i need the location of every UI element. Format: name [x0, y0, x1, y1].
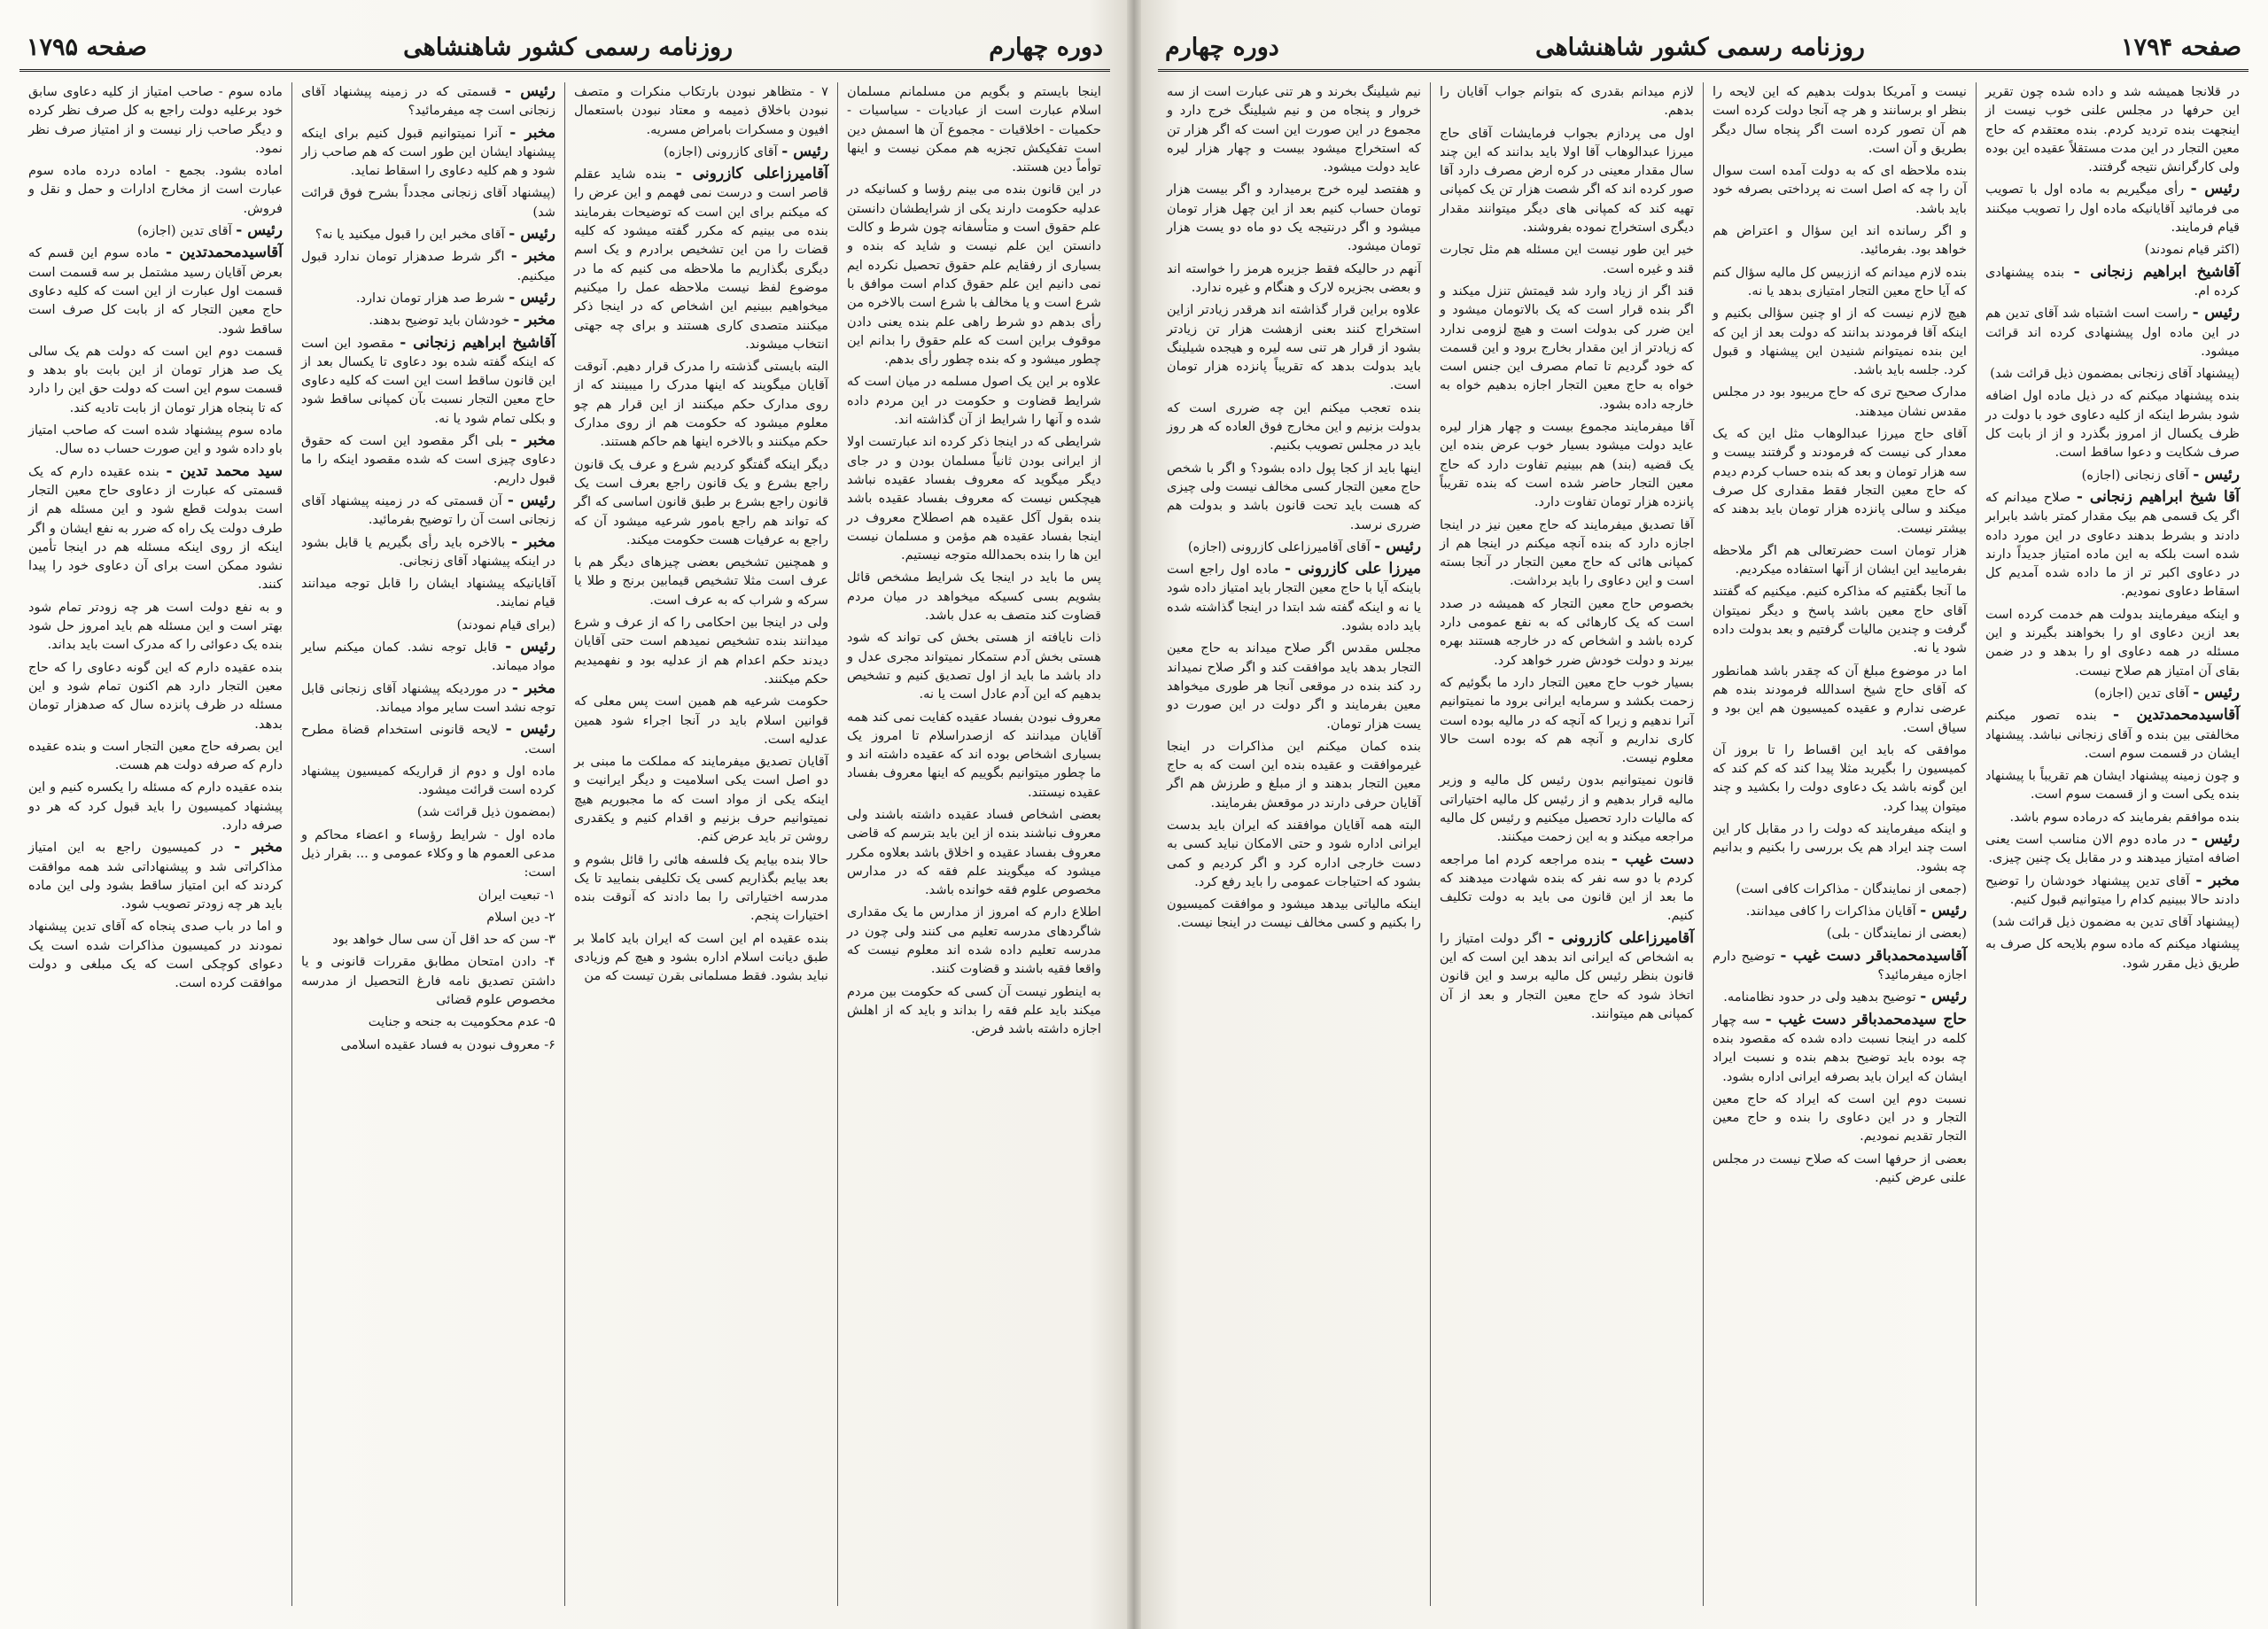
paragraph	[301, 225, 555, 244]
paragraph-text: بنده عقیده دارم که مسئله را یکسره کنیم و این پیشنهاد کمیسیون را باید قبول کرد که هر دو صرفه دارد.	[28, 780, 283, 833]
speaker-name: رئیس -	[781, 142, 828, 160]
paragraph	[847, 82, 1101, 176]
paragraph	[1440, 82, 1694, 120]
paragraph-text: (برای قیام نمودند)	[456, 617, 555, 632]
paragraph	[301, 803, 555, 821]
paragraph-text: مقصود این است که اینکه گفته شده بود دعاوی تا یکسال بعد از این قانون ساقط است این است که کلیه دعاوی حاج معین التجار نسبت بآن کمپانی ساقط شود و بکلی تمام شود یا نه.	[301, 335, 555, 426]
right-page	[1138, 0, 2268, 1629]
paragraph-text: بلی اگر مقصود این است که حقوق دعاوی چیزی است که شده مقصود اینکه را ما قبول داریم.	[301, 433, 555, 486]
paragraph-text: ۱- تبعیت ایران	[478, 887, 555, 903]
paragraph-text: حالا بنده بیایم یک فلسفه هائی را قائل بشوم و بعد بیایم بگذاریم کسی یک تکلیفی بنمایید تا یک مدرسه اختیاراتی را بما دادند که آنوقت بنده اختیارات پنجم.	[574, 851, 828, 924]
paragraph	[1713, 383, 1967, 421]
paragraph-text: اما در موضوع مبلغ آن که چقدر باشد همانطور که آقای حاج شیخ اسدالله فرمودند بنده هم عرضی ندارم و عقیده کمیسیون هم این بود و سیاق است.	[1713, 663, 1967, 735]
paragraph	[847, 708, 1101, 802]
paragraph-text: و اینکه میفرمایند که دولت را در مقابل کار این است چند ایراد هم یک بررسی را بکنیم و بدانیم چه بشود.	[1713, 820, 1967, 874]
left-page	[0, 0, 1130, 1629]
paragraph	[1713, 1011, 1967, 1086]
paragraph	[28, 82, 283, 158]
paragraph	[1713, 541, 1967, 579]
paragraph	[301, 720, 555, 758]
paragraph-text: (اکثر قیام نمودند)	[2144, 242, 2240, 258]
paragraph-text: اول می پردازم بجواب فرمایشات آقای حاج میرزا عبدالوهاب آقا اولا باید بدانند که این چند سال مقدار معینی در کره ارض مصرف دارد آقا صور کرده اند که اگر شصت هزار تن یک کمپانی تهیه کند که کمپانی های دیگر میتوانند مقدار دیگری استخراج نموده بفروشند.	[1440, 125, 1694, 236]
paragraph	[1440, 929, 1694, 1023]
text-column	[1703, 82, 1976, 1606]
speaker-name: مخبر -	[513, 311, 555, 330]
paragraph	[1440, 124, 1694, 237]
text-column	[1976, 82, 2249, 1606]
paragraph	[847, 903, 1101, 978]
paragraph-text: قابل توجه نشد. کمان میکنم سایر مواد میماند.	[301, 640, 555, 674]
paragraph-text: و چون زمینه پیشنهاد ایشان هم تقریباً با پیشنهاد بنده یکی است و از قسمت سوم است.	[1985, 768, 2240, 803]
paragraph-text: آنرا نمیتوانیم قبول کنیم برای اینکه پیشنهاد ایشان این طور است که هم صاحب زار شود و هم کلیه دعاوی را اسقاط نماید.	[301, 125, 555, 179]
paragraph	[1440, 850, 1694, 926]
paragraph-text: قانون نمیتوانیم بدون رئیس کل مالیه و وزیر مالیه قرار بدهیم و از رئیس کل مالیه اختیاراتی که مالیات دارد تحصیل میکنیم و رئیس کل مالیه مراجعه میکند و به این زحمت میکنند.	[1440, 772, 1694, 845]
paragraph-text: قسمتی که در زمینه پیشنهاد آقای زنجانی است چه میفرمائید؟	[301, 84, 555, 119]
paragraph-text: بنده شاید عقلم قاصر است و درست نمی فهمم و این عرض را که میکنم برای این است که توضیحات بفرمایند بنده می بینیم که مکرر گفته میشود که کلیه قضات را من این تشخیص برادرم و یک اسم دیگری بگذاریم ما ملاحظه می کنیم که ما در موضوع لفظ نیست ملاحظه عمل را میکنیم میخواهیم ببینیم این اشخاص که در اینجا ذکر میکنند متصدی کاری هستند و برای چه جهتی انتخاب میشوند.	[574, 167, 828, 352]
speaker-name: مخبر -	[2195, 871, 2240, 889]
speaker-name: رئیس -	[1920, 902, 1967, 920]
paragraph-text: شرایطی که در اینجا ذکر کرده اند عبارتست اولا از ایرانی بودن ثانیاً مسلمان بودن و در جای دیگر میگوید که معروف بفساد عقیده نباشد هیچکس نیست که معروف بفساد عقیده باشد بنده بقول آکل عقیده هم اصطلاح معروف در اینجا بفساد عقیده هم مؤمن و مسلمان نیست این ها را بنده بحمدالله متوجه نیستیم.	[847, 434, 1101, 563]
paragraph-text: نیست و آمریکا بدولت بدهیم که این لایحه را بنظر او برسانند و هر چه آنجا دولت کرده است هم آن تصور کرده است اگر پنجاه سال دیگر بطریق و آن است.	[1713, 84, 1967, 156]
speaker-name: مخبر -	[510, 247, 555, 266]
paragraph-text: و همچنین تشخیص بعضی چیزهای دیگر هم با عرف است مثلا تشخیص قیمابین برنج و طلا یا سرکه و شراب که به عرف است.	[574, 555, 828, 608]
paragraph-text: شرط صد هزار تومان ندارد.	[355, 290, 505, 306]
paragraph-text: آقایان تصدیق میفرمایند که مملکت ما مبنی بر دو اصل است یکی اسلامیت و دیگر ایرانیت و اینکه یکی از مواد است که ما مجبوریم هیچ نمیتوانیم حرف بزنیم و اقدام کنیم و یکقدری روشن تر باید عرض کنم.	[574, 754, 828, 845]
paragraph-text: آقای آقامیرزاعلی کازرونی (اجازه)	[1187, 539, 1371, 555]
paragraph	[574, 82, 828, 139]
paragraph-text: در ماده دوم الان مناسب است یعنی اضافه امتیاز میدهند و در مقابل یک چنین چیزی.	[1985, 831, 2240, 866]
speaker-name: سید محمد تدین -	[166, 462, 283, 480]
paragraph-text: (پیشنهاد آقای تدین به مضمون ذیل قرائت شد)	[1992, 914, 2240, 930]
paragraph	[301, 826, 555, 882]
paragraph-text: مدارک صحیح تری که حاج مریبود بود در مجلس مقدس نشان میدهند.	[1713, 384, 1967, 419]
speaker-name: رئیس -	[236, 221, 283, 240]
paragraph-text: بعضی اشخاص فساد عقیده داشته باشند ولی معروف نباشند بنده از این باید بترسم که قاضی معروف بفساد عقیده و اخلاق باشد بعلاوه مکرر میشود که میگویند علم فقه که در مدارس مخصوص علوم فقه خوانده باشد.	[847, 806, 1101, 898]
paragraph-text: قسمت دوم این است که دولت هم یک سالی یک صد هزار تومان از این بابت باو بدهد و قسمت سوم این است که دولت حق این را دارد که تا پنجاه هزار تومان از بابت تادیه کند.	[28, 343, 283, 415]
paragraph-text: موافقی که باید این اقساط را تا بروز آن کمیسیون را بگیرید مثلا پیدا کند که کم کند که این گونه باشد یک دعاوی دولت را بکشید و چند میتوان پیدا کرد.	[1713, 741, 1967, 814]
text-column	[1430, 82, 1703, 1606]
paragraph	[1713, 988, 1967, 1006]
paragraph-text: آن قسمتی که در زمینه پیشنهاد آقای زنجانی است آن را توضیح بفرمائید.	[301, 493, 555, 528]
paragraph-text: ماده سوم - صاحب امتیاز از کلیه دعاوی سابق خود برعلیه دولت راجع به کل صرف نظر کرده و دیگر صاحب زار نیست و از امتیاز صرف نظر نمود.	[28, 84, 283, 156]
left-journal-title: روزنامه رسمی کشور شاهنشاهی	[403, 33, 734, 61]
paragraph	[1713, 82, 1967, 158]
paragraph-text: بسیار خوب حاج معین التجار دارد ما بگوئیم که زحمت بکشد و سرمایه ایرانی برود ما نمیتوانیم آنرا ندهیم و زیرا که آنچه که در مالیه بوده است کاری نداریم و آنچه هم که بوده است حالا معلوم نیست.	[1440, 674, 1694, 766]
paragraph	[301, 679, 555, 718]
paragraph-text: آقای زنجانی (اجازه)	[2081, 467, 2189, 483]
paragraph-text: ماده اول - شرایط رؤساء و اعضاء محاکم و مدعی العموم ها و وکلاء عمومی و ... بقرار ذیل است:	[301, 826, 555, 880]
paragraph-text: رأی میگیریم به ماده اول با تصویب می فرمائید آقایانیکه ماده اول را تصویب میکنند قیام فرمایند.	[1985, 182, 2240, 236]
paragraph	[1713, 304, 1967, 379]
paragraph-text: بنده تعجب میکنم این چه ضرری است که بدولت بزنیم و این مخارج فوق العاده که هر روز باید در مجلس تصویب بکنیم.	[1167, 399, 1421, 454]
paragraph	[574, 553, 828, 609]
paragraph-text: (پیشنهاد آقای زنجانی بمضمون ذیل قرائت شد)	[1990, 366, 2240, 382]
paragraph	[1440, 673, 1694, 767]
paragraph-text: اینکه مالیاتی بیدهد میشود و موافقت کمیسیون را بکنیم و کسی مخالف نیست در اینجا نیست.	[1167, 896, 1421, 931]
paragraph-text: (جمعی از نمایندگان - مذاکرات کافی است)	[1736, 880, 1967, 896]
paragraph	[28, 838, 283, 913]
speaker-name: رئیس -	[507, 491, 555, 509]
paragraph	[28, 737, 283, 775]
paragraph	[301, 616, 555, 634]
paragraph-text: بنده ملاحظه ای که به دولت آمده است سوال آن را چه که اصل است نه پرداختی بصرفه خود باید باشد.	[1713, 163, 1967, 216]
paragraph-text: ۵- عدم محکومیت به جنحه و جنایت	[368, 1014, 555, 1030]
paragraph	[1167, 260, 1421, 298]
paragraph-text: نیم شیلینگ بخرند و هر تنی عبارت است از سه خروار و پنجاه من و نیم شیلینگ خرج دارد و مجموع در این صورت این است که اگر هزار تن که استخراج میشود بیست و چهار هزار لیره عاید دولت میشود.	[1167, 84, 1421, 175]
paragraph-text: بنده عقیده دارم که این گونه دعاوی را که حاج معین التجار دارد هم اکنون تمام شود و این مسئله در ظرف پانزده سال که صدهزار تومان بدهد.	[28, 659, 283, 732]
paragraph	[1167, 639, 1421, 733]
speaker-name: آقامیرزاعلی کازرونی -	[1548, 928, 1694, 947]
speaker-name: آقاسیدمحمدتدین -	[165, 244, 283, 262]
speaker-name: رئیس -	[505, 638, 556, 656]
paragraph-text: ۷ - متظاهر نبودن بارتکاب منکرات و متصف نبودن باخلاق ذمیمه و معتاد نبودن باستعمال افیون و مسکرات بامراض مسریه.	[574, 84, 828, 137]
paragraph-text: آقای کازرونی (اجازه)	[664, 144, 778, 159]
paragraph	[1713, 582, 1967, 657]
speaker-name: آقاشیخ ابراهیم زنجانی -	[400, 333, 556, 352]
paragraph	[574, 165, 828, 353]
paragraph-text: به اینطور نیست آن کسی که حکومت بین مردم میکند باید علم فقه را بداند و باید که از اهلش اجازه داشته باشد فرض.	[847, 983, 1101, 1037]
paragraph-text: آقای تدین پیشنهاد خودشان را توضیح دادند حالا ببینیم کدام را میتوانیم قبول کنیم.	[1985, 873, 2240, 907]
paragraph-text: ذات نایافته از هستی بخش کی تواند که شود هستی بخش آدم ستمکار نمیتواند مجری عدل و داد باشد ما باید از اول تصدیق کنیم و تشخیص بدهیم که این آدم عادل است یا نه.	[847, 630, 1101, 702]
paragraph-text: دیگر اینکه گفتگو کردیم شرع و عرف یک قانون راجع بشرع و یک قانون راجع بعرف است یک قانون راجع بشرع بر طبق قانون اساسی که اگر که تواند هم راجع بامور شرعیه میشود آن که راجع به عرفیات هست حکومت میکند.	[574, 456, 828, 547]
paragraph-text: ماده سوم پیشنهاد شده است که صاحب امتیاز باو داده شود و این صورت حساب ده سال.	[28, 423, 283, 457]
paragraph	[1440, 282, 1694, 414]
paragraph	[28, 462, 283, 594]
paragraph	[1167, 816, 1421, 891]
paragraph-text: آقایانیکه پیشنهاد ایشان را قابل توجه میدانند قیام نمایند.	[301, 576, 555, 610]
paragraph	[301, 492, 555, 530]
paragraph	[1713, 1090, 1967, 1146]
paragraph-text: توضیح دارم اجازه میفرمائید؟	[1713, 948, 1967, 983]
paragraph	[28, 421, 283, 459]
paragraph-text: خودشان باید توضیح بدهند.	[369, 313, 509, 329]
speaker-name: رئیس -	[505, 720, 556, 739]
paragraph	[301, 1036, 555, 1054]
paragraph	[28, 658, 283, 733]
paragraph	[574, 613, 828, 688]
paragraph	[301, 952, 555, 1009]
paragraph-text: در موردیکه پیشنهاد آقای زنجانی قابل توجه نشد است سایر مواد میماند.	[301, 680, 555, 715]
paragraph	[301, 533, 555, 571]
paragraph	[1167, 737, 1421, 812]
paragraph	[301, 762, 555, 800]
paragraph	[1713, 221, 1967, 260]
paragraph	[28, 221, 283, 240]
left-page-number: صفحه ۱۷۹۵	[27, 33, 147, 61]
paragraph-text: بنده پیشنهادی کرده ام.	[1985, 264, 2240, 299]
paragraph-text: علاوه بر این یک اصول مسلمه در میان است که شرایط قضاوت و حکومت در این مردم داده شده و آنها را شرایط از آن گذاشته اند.	[847, 374, 1101, 428]
speaker-name: رئیس -	[504, 82, 555, 100]
paragraph	[847, 432, 1101, 564]
paragraph-text: هزار تومان است حضرتعالی هم اگر ملاحظه بفرمایید این ایشان از آنها استفاده میکردیم.	[1713, 542, 1967, 578]
paragraph-text: آقای مخبر این را قبول میکنید یا نه؟	[315, 227, 505, 243]
paragraph	[1440, 594, 1694, 670]
paragraph	[1713, 424, 1967, 538]
paragraph-text: ۶- معروف نبودن به فساد عقیده اسلامی	[340, 1036, 555, 1052]
paragraph	[1985, 706, 2240, 763]
paragraph	[301, 574, 555, 612]
paragraph-text: نسبت دوم این است که ایراد که حاج معین التجار و در این دعاوی را بنده و حاج معین التجار تقدیم نمودیم.	[1713, 1090, 1967, 1144]
speaker-name: آقامیرزاعلی کازرونی -	[675, 165, 828, 183]
paragraph	[847, 982, 1101, 1039]
paragraph-text: اگر شرط صدهزار تومان ندارد قبول میکنیم.	[301, 249, 555, 283]
paragraph-text: بنده عقیده دارم که یک قسمتی که عبارت از دعاوی حاج معین التجار است بدولت قطع شود و این مسئله هم از طرف دولت یک راه که ضرر به نفع ایشان و اگر اینکه از روی اینکه مسئله هم در اینجا تأمین نشود ممکن است برای آن دعاوی خود را پیدا کنند.	[28, 463, 283, 593]
paragraph	[574, 752, 828, 846]
paragraph	[847, 372, 1101, 429]
paragraph	[574, 455, 828, 549]
speaker-name: رئیس -	[2192, 304, 2240, 322]
left-page-columns	[19, 82, 1110, 1606]
paragraph	[1167, 538, 1421, 556]
paragraph	[1440, 417, 1694, 511]
paragraph	[1985, 488, 2240, 601]
paragraph-text: در این قانون بنده می بینم رؤسا و کسانیکه در عدلیه حکومت دارند یکی از شرایطشان دانستن علم حقوق است و متأسفانه چون شرط و کالت دانستن این علم نیست و شاید که بنده و بسیاری از رفقایم علم حقوق تحصیل نکرده ایم نمی دانیم این علم حقوق کدام است موافق با شرع است و یا مخالف با شرع است بالاخره من رأی بدهم دو شرط راهی علم بنده یعنی دادن موقوف براین است که علم حقوق را بدانم این چطور میشود و که بنده چطور رأی بدهم.	[847, 182, 1101, 368]
speaker-name: رئیس -	[509, 225, 555, 244]
paragraph-text: لایحه قانونی استخدام قضاة مطرح است.	[301, 722, 555, 756]
paragraph	[1167, 82, 1421, 176]
paragraph-text: آقا میفرمایند مجموع بیست و چهار هزار لیره عاید دولت میشود بسیار خوب عرض بنده این یک قضیه (بند) هم ببینیم تفاوت دارد که حاج معین التجار حاضر شده است که بنده تقریباً پانزده هزار تومان تفاوت دارد.	[1440, 419, 1694, 510]
text-column	[19, 82, 291, 1606]
paragraph-text: بنده پیشنهاد میکنم که در ذیل ماده اول اضافه شود بشرط اینکه از کلیه دعاوی خود با دولت در ظرف یکسال از امروز بگذرد و از از بابت کل صرف شکایت و دعوا ساقط است.	[1985, 388, 2240, 461]
paragraph	[1440, 516, 1694, 591]
paragraph	[301, 183, 555, 221]
speaker-name: رئیس -	[1374, 537, 1421, 555]
paragraph	[1713, 880, 1967, 898]
speaker-name: آقا شیخ ابراهیم زنجانی -	[2076, 487, 2240, 506]
paragraph-text: در کمیسیون راجع به این امتیاز مذاکراتی شد و پیشنهاداتی شد همه موافقت کردند که ابن امتیاز ساقط بشود ولی این ماده باید هر چه زودتر تصویب شود.	[28, 840, 283, 912]
paragraph	[28, 917, 283, 992]
paragraph	[1985, 304, 2240, 361]
paragraph	[1985, 830, 2240, 868]
paragraph-text: هیچ لازم نیست که از او چنین سؤالی بکنیم و اینکه آقا فرمودند بدانند که دولت بعد از این که این بنده نمیتوانم شنیدن این پیشنهاد و قبول کرد. جلسه باید باشد.	[1713, 306, 1967, 378]
paragraph	[1713, 1150, 1967, 1188]
paragraph	[847, 805, 1101, 899]
paragraph-text: البته همه آقایان موافقند که ایران باید بدست ایرانی اداره شود و حتی الامکان نباید کسی به دست خارجی اداره کرد و اگر کردیم و کمی بشود که احتیاجات عمومی را باید رفع کرد.	[1167, 817, 1421, 889]
paragraph-text: البته بایستی گذشته را مدرک قرار دهیم. آنوقت آقایان میگویند که اینها مدرک را میبینند که از روی مدارک حکم میکنند از این قرار هم چو معلوم میشود که حکومت هم از روی مدارک حکم میکنند و بالاخره اینها هم حاکم هستند.	[574, 359, 828, 450]
paragraph	[847, 568, 1101, 624]
paragraph-text: ماده اول راجع است باینکه آیا با حاج معین التجار باید امتیاز داده شود یا نه و اینکه گفته شد ابتدا در اینجا گذاشته شده باید داده بشود.	[1167, 562, 1421, 634]
speaker-name: حاج سیدمحمدباقر دست غیب -	[1765, 1010, 1967, 1028]
paragraph	[301, 247, 555, 285]
paragraph	[1985, 872, 2240, 910]
paragraph-text: بنده عقیده ام این است که ایران باید کاملا بر طبق دیانت اسلام اداره بشود و هیچ کم وزیادی نباید بشود. فقط مسلمانی بقرن تیست که من	[574, 930, 828, 984]
paragraph	[28, 161, 283, 218]
text-column	[291, 82, 564, 1606]
paragraph	[301, 638, 555, 676]
paragraph-text: بنده تصور میکنم مخالفتی بین بنده و آقای زنجانی نباشد. پیشنهاد ایشان در قسمت سوم است.	[1985, 708, 2240, 761]
left-volume-label: دوره چهارم	[989, 33, 1103, 61]
paragraph-text: اینها باید از کجا پول داده بشود؟ و اگر با شخص حاج معین التجار کسی مخالف نیست ولی چیزی که هست باید تحت قانون باشد و بدولت هم ضرری نرسد.	[1167, 460, 1421, 532]
paragraph	[1985, 766, 2240, 804]
speaker-name: رئیس -	[2190, 180, 2240, 198]
paragraph	[301, 908, 555, 927]
paragraph	[1167, 560, 1421, 635]
paragraph	[847, 180, 1101, 368]
paragraph	[1440, 240, 1694, 278]
paragraph	[1985, 912, 2240, 931]
paragraph-text: آقایان مذاکرات را کافی میدانند.	[1745, 904, 1916, 919]
paragraph	[301, 124, 555, 181]
paragraph	[301, 1012, 555, 1031]
paragraph	[574, 850, 828, 926]
paragraph-text: این بصرفه حاج معین التجار است و بنده عقیده دارم که صرفه دولت هم هست.	[28, 738, 283, 773]
speaker-name: رئیس -	[2191, 829, 2241, 848]
speaker-name: مخبر -	[511, 532, 555, 551]
speaker-name: آقاسیدمحمدباقر دست غیب -	[1780, 946, 1968, 965]
paragraph-text: آقا تصدیق میفرمایند که حاج معین نیز در اینجا اجازه دارد که بنده آنچه میکنم در اینجا هم از کمپانی هائی که حاج معین التجار در آنجا بسته است و این دعاوی را باید برداشت.	[1440, 516, 1694, 589]
paragraph-text: پس ما باید در اینجا یک شرایط مشخص قائل بشویم بسی کسیکه میخواهد در میان مردم قضاوت کند متصف به عدل باشد.	[847, 570, 1101, 624]
speaker-name: آقاشیخ ابراهیم زنجانی -	[2073, 262, 2240, 281]
speaker-name: آقاسیدمحمدتدین -	[2113, 706, 2240, 725]
paragraph	[1985, 935, 2240, 973]
paragraph-text: علاوه براین قرار گذاشته اند هرقدر زیادتر ازاین استخراج کنند بعنی ازهشت هزار تن زیادتر بشود از قرار هر تنی سه لیره و هیجده شیلینگ باید بدولت بدهد که تقریباً پانزده هزار تومان است.	[1167, 302, 1421, 393]
paragraph-text: و اگر رسانده اند این سؤال و اعتراض هم خواهد بود. بفرمائید.	[1713, 223, 1967, 258]
paragraph-text: اگر دولت امتیاز را به اشخاص که ایرانی اند بدهد این است که این قانون بنظر رئیس کل مالیه برسد و این قانون اتخاذ شود که حاج معین التجار و بعد از آن کمپانی هم میتوانند.	[1440, 930, 1694, 1021]
paragraph	[1713, 947, 1967, 985]
speaker-name: مخبر -	[510, 431, 555, 450]
paragraph	[1713, 263, 1967, 301]
paragraph	[28, 598, 283, 655]
paragraph	[574, 143, 828, 161]
paragraph	[1985, 808, 2240, 826]
paragraph-text: بنده موافقم بفرمایند که درماده سوم باشد.	[2009, 809, 2240, 825]
speaker-name: رئیس -	[1920, 988, 1967, 1006]
paragraph	[1167, 399, 1421, 455]
paragraph-text: مجلس مقدس اگر صلاح میداند به حاج معین التجار بدهد باید موافقت کند و اگر صلاح نمیداند رد کند بنده در موقعی آنجا هر طوری میخواهد معین بفرمایند و اگر دولت در این صورت دو یست هزار تومان.	[1167, 640, 1421, 732]
paragraph	[1985, 466, 2240, 485]
paragraph-text: (بمضمون ذیل قرائت شد)	[416, 804, 555, 820]
paragraph-text: توضیح بدهید ولی در حدود نظامنامه.	[1723, 989, 1916, 1005]
paragraph-text: اماده بشود. بجمع - اماده درده ماده سوم عبارت است از مخارج ادارات و حمل و نقل و فروش.	[28, 163, 283, 216]
paragraph	[574, 692, 828, 749]
paragraph-text: پیشنهاد میکنم که ماده سوم بلایحه کل صرف به طریق ذیل مقرر شود.	[1985, 936, 2240, 971]
paragraph-text: و به نفع دولت است هر چه زودتر تمام شود بهتر است و این مسئله هم باید امروز حل شود بنده یک دعوائی را که مدرک است باید بداند.	[28, 599, 283, 653]
paragraph-text: ماده اول و دوم از قراریکه کمیسیون پیشنهاد کرده است قرائت میشود.	[301, 763, 555, 798]
paragraph	[1440, 771, 1694, 846]
speaker-name: رئیس -	[509, 288, 555, 306]
paragraph-text: اینجا بایستم و بگویم من مسلمانم مسلمان اسلام عبارت است از عبادیات - سیاسیات - حکمیات - اخلاقیات - مجموع آن ها اسمش دین است تفکیکش تجزیه هم ممکن نیست و اینها توأماً دین هستند.	[847, 84, 1101, 175]
paragraph-text: صلاح میدانم که اگر یک قسمی هم بیک مقدار کمتر باشد بابرابر دادند و بشرط بدهند دعاوی در این مورد داده شده است بلکه به این ماده امتیاز جدیداً دارند در دعاوی اکبر تر از ما داده شده آمدیم کل اسقاط دعاوی نمودیم.	[1985, 489, 2240, 600]
paragraph	[574, 357, 828, 451]
speaker-name: مخبر -	[509, 123, 555, 142]
paragraph	[1713, 161, 1967, 218]
paragraph-text: ما آنجا بگفتیم که مذاکره کنیم. میکنیم که گفتند آقای حاج معین باشد پاسخ و دیگر نمیتوان گرفت و چندین مالیات گرفتیم و بعد بدولت داده شود یا نه.	[1713, 584, 1967, 656]
paragraph	[1713, 924, 1967, 942]
paragraph-text: و اینکه میفرمایند بدولت هم خدمت کرده است بعد ازین دعاوی او را بخواهند بگیرند و این مسئله در همه دعاوی او را بدهد و در ضمن بقای آن امتیاز هم صلاح نیست.	[1985, 606, 2240, 679]
right-volume-label: دوره چهارم	[1165, 33, 1279, 61]
paragraph	[301, 930, 555, 949]
paragraph-text: بنده لازم میدانم که اززبیس کل مالیه سؤال کنم که آیا حاج معین التجار امتیازی بدهد یا نه.	[1713, 264, 1967, 299]
paragraph	[1985, 263, 2240, 301]
paragraph-text: بالاخره باید رأی بگیریم یا قابل بشود در اینکه پیشنهاد آقای زنجانی.	[301, 534, 555, 569]
paragraph-text: و هفتصد لیره خرج برمیدارد و اگر بیست هزار تومان حساب کنیم بعد از این چهل هزار تومان میشود و اگر درنتیجه یک دو ماه دو یست هزار تومان میشود.	[1167, 182, 1421, 254]
paragraph	[1713, 819, 1967, 876]
right-journal-title: روزنامه رسمی کشور شاهنشاهی	[1534, 33, 1865, 61]
paragraph	[301, 289, 555, 307]
paragraph	[1713, 902, 1967, 920]
paragraph	[301, 334, 555, 428]
paragraph-text: بعضی از حرفها است که صلاح نیست در مجلس علنی عرض کنیم.	[1713, 1151, 1967, 1186]
right-page-header	[1158, 25, 2249, 72]
paragraph-text: ۴- دادن امتحان مطابق مقررات قانونی و یا داشتن تصدیق نامه فارغ التحصیل از مدرسه مخصوص علوم قضائی	[301, 954, 555, 1008]
paragraph	[301, 311, 555, 330]
left-page-header	[19, 25, 1110, 72]
paragraph-text: آقای حاج میرزا عبدالوهاب مثل این که یک معدار کی نیست که فرمودند و گرفتند بیست و سه هزار تومان و بعد که بنده حساب کردم دیدم که حاج معین التجار فقط مقداری کل صرف میکند و سالی پانزده هزار تومان باید بدهند که بیشتر نیست.	[1713, 426, 1967, 536]
right-page-number: صفحه ۱۷۹۴	[2121, 33, 2241, 61]
paragraph-text: آنهم در حالیکه فقط جزیره هرمز را خواسته اند و بعضی بجزیره لارک و هنگام و غیره ندارد.	[1167, 260, 1421, 295]
speaker-name: رئیس -	[2193, 465, 2240, 484]
paragraph-text: ۳- سن که حد اقل آن سی سال خواهد بود	[332, 932, 555, 948]
text-column	[1158, 82, 1430, 1606]
paragraph-text: آقای تدین (اجازه)	[136, 223, 232, 239]
paragraph-text: ۲- دین اسلام	[486, 909, 555, 925]
paragraph	[574, 929, 828, 986]
paragraph	[1985, 605, 2240, 680]
speaker-name: مخبر -	[234, 838, 283, 857]
paragraph	[1713, 741, 1967, 816]
text-column	[564, 82, 837, 1606]
paragraph-text: و اما در باب صدی پنجاه که آقای تدین پیشنهاد نمودند در کمیسیون مذاکرات شده است یک دعوای کوچکی است که یک مبلغی و دولت موافقت کرده است.	[28, 919, 283, 991]
speaker-name: مخبر -	[511, 679, 555, 697]
paragraph	[28, 778, 283, 834]
paragraph-text: قند اگر از زیاد وارد شد قیمتش تنزل میکند و اگر بنده قرار است که یک بالاتومان میشود و این ضرر کی بدولت است و هیچ لزومی ندارد که زیادتر از این مقدار بخارج برود و این قسمت که خود گردیم تا تمام مصرف این جنس است خواه به حاج معین التجار اجازه بدهیم خواه به خارجه داده بشود.	[1440, 283, 1694, 412]
paragraph-text: خیر این طور نیست این مسئله هم مثل تجارت قند و غیره است.	[1440, 242, 1694, 276]
paragraph-text: سه چهار کلمه در اینجا نسبت داده شده که مقصود بنده چه بوده باید توضیح بدهم بنده و نسبت ایراد ایشان که ایران باید بصرفه ایرانی اداره بشود.	[1713, 1012, 1967, 1084]
paragraph	[1167, 895, 1421, 933]
paragraph-text: در قلانجا همیشه شد و داده شده چون تقریر این حرفها در مجلس علنی خوب نیست از اینجهت بنده تردید کردم. بنده معتقدم که حاج معین التجار در این مدت مستقلاً عقیده این بوده ولی کارگرانش نتیجه گرفتند.	[1985, 84, 2240, 175]
paragraph	[1985, 180, 2240, 237]
paragraph-text: ولی در اینجا بین احکامی را که از عرف و شرع میدانند بنده تشخیص نمیدهم است حتی آقایان دیدند حکم اعدام هم از عدلیه بود و نفهمیدیم حکم میکنند.	[574, 615, 828, 687]
paragraph-text: آقای تدین (اجازه)	[2093, 685, 2189, 701]
paragraph-text: ماده سوم این قسم که بعرض آقایان رسید مشتمل بر سه قسمت است قسمت اول عبارت از این است که کلیه دعاوی حاج معین التجار که از بابت کل صرف است ساقط شود.	[28, 245, 283, 337]
paragraph	[1713, 662, 1967, 737]
paragraph-text: بنده مراجعه کردم اما مراجعه کردم با دو سه نفر که بنده شهادت میدهند که ما بعد از این قانون می باید به دولت تکلیف کنیم.	[1440, 851, 1694, 924]
paragraph	[1985, 684, 2240, 702]
text-column	[837, 82, 1110, 1606]
paragraph	[28, 244, 283, 337]
speaker-name: رئیس -	[2193, 683, 2240, 702]
paragraph	[1985, 386, 2240, 462]
paragraph-text: معروف نبودن بفساد عقیده کفایت نمی کند همه آقایان میدانند که ازصدراسلام تا امروز یک بسیاری اشخاص بوده اند که عقیده داشته اند و ما چطور میتوانیم بگوییم که اینها معروف بفساد عقیده نیستند.	[847, 709, 1101, 800]
paragraph-text: بخصوص حاج معین التجار که همیشه در صدد است که یک کارهائی که به نفع عمومی دارد کرده باشد و اشخاص که در خارجه هستند بهره بیرند و دولت خودش ضرر خواهد کرد.	[1440, 595, 1694, 668]
paragraph-text: (پیشنهاد آقای زنجانی مجدداً بشرح فوق قرائت شد)	[301, 185, 555, 220]
paragraph-text: بنده کمان میکنم این مذاکرات در اینجا غیرموافقت و عقیده بنده این است که به حاج معین التجار بدهند و از مبلغ و طرزش هم اگر آقایان حرفی دارند در موقعش بفرمایند.	[1167, 738, 1421, 811]
paragraph	[301, 431, 555, 488]
paragraph	[1985, 240, 2240, 259]
paragraph	[28, 342, 283, 417]
paragraph-text: راست است اشتباه شد آقای تدین هم در این ماده اول پیشنهادی کرده اند قرائت میشود.	[1985, 306, 2240, 359]
paragraph-text: حکومت شرعیه هم همین است پس معلی که قوانین اسلام باید در آنجا اجراء شود همین عدلیه است.	[574, 694, 828, 747]
paragraph	[301, 886, 555, 904]
paragraph	[1985, 364, 2240, 383]
speaker-name: دست غیب -	[1611, 849, 1694, 868]
paragraph	[1167, 459, 1421, 534]
paragraph-text: (بعضی از نمایندگان - بلی)	[1826, 926, 1967, 942]
speaker-name: میرزا علی کازرونی -	[1285, 560, 1422, 578]
paragraph	[1167, 180, 1421, 255]
paragraph	[1985, 82, 2240, 176]
paragraph	[847, 628, 1101, 703]
paragraph-text: اطلاع دارم که امروز از مدارس ما یک مقداری شاگردهای مدرسه تعلیم می کنند ولی چون در مدرسه تعلیم داده شده اند معلوم نیست که واقعا فقیه باشند و قضاوت کنند.	[847, 904, 1101, 977]
right-page-columns	[1158, 82, 2249, 1606]
paragraph-text: لازم میدانم بقدری که بتوانم جواب آقایان را بدهم.	[1440, 84, 1694, 119]
paragraph	[301, 82, 555, 120]
paragraph	[1167, 300, 1421, 394]
